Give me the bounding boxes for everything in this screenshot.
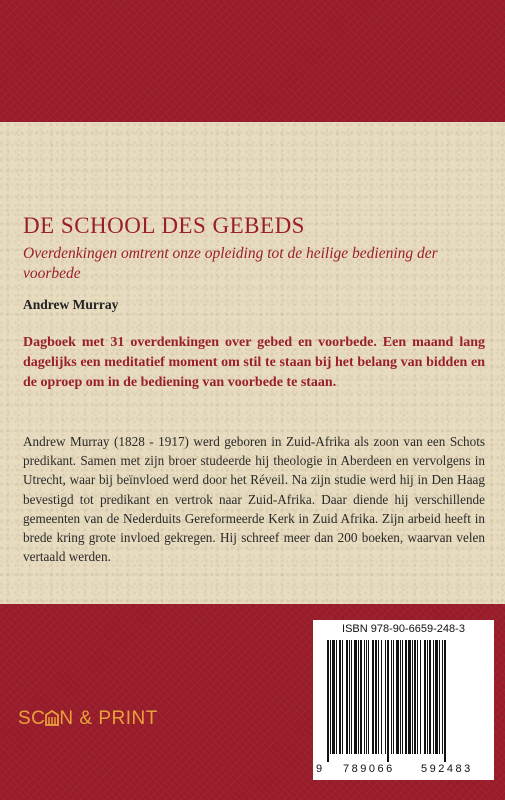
author-bio: Andrew Murray (1828 - 1917) werd geboren in Zuid-Afrika als zoon van een Schots predikant. Samen met zijn broer studeerde hij theologie in Aberdeen en vervolgens in Utrecht, waar bij beïnvloed werd door het Réveil. Na zijn studie werd hij in Den Haag bevestigd tot predikant en vertrok naar Zuid-Afrika. Daar diende hij verschillende gemeenten van de Nederduits Gereformeerde Kerk in Zuid Afrika. Zijn arbeid heeft in brede kring grote invloed gekregen. Hij schreef meer dan 200 boeken, waarvan velen vertaald werden. xyxy=(23,434,485,565)
book-subtitle: Overdenkingen omtrent onze opleiding tot de heilige bediening der voorbede xyxy=(23,245,438,282)
building-icon xyxy=(45,710,59,726)
book-title: DE SCHOOL DES GEBEDS xyxy=(23,213,305,238)
barcode-digits-left: 789066 xyxy=(343,763,395,775)
logo-text-start: SC xyxy=(18,708,46,729)
barcode-bars xyxy=(323,640,488,762)
intro-paragraph: Dagboek met 31 overdenkingen over gebed en voorbede. Een maand lang dagelijks een meditatief moment om stil te staan bij het belang van bidden en de oproep om in de bediening van voorbede te staan. xyxy=(23,335,485,390)
barcode-box xyxy=(313,620,494,780)
publisher-logo xyxy=(18,708,158,730)
barcode-digits-right: 592483 xyxy=(421,763,473,775)
logo-text-end: N & PRINT xyxy=(59,708,158,729)
book-author: Andrew Murray xyxy=(23,297,119,312)
top-red-band xyxy=(0,0,505,122)
barcode-digit-first: 9 xyxy=(316,763,323,775)
isbn-text: ISBN 978-90-6659-248-3 xyxy=(342,623,465,635)
